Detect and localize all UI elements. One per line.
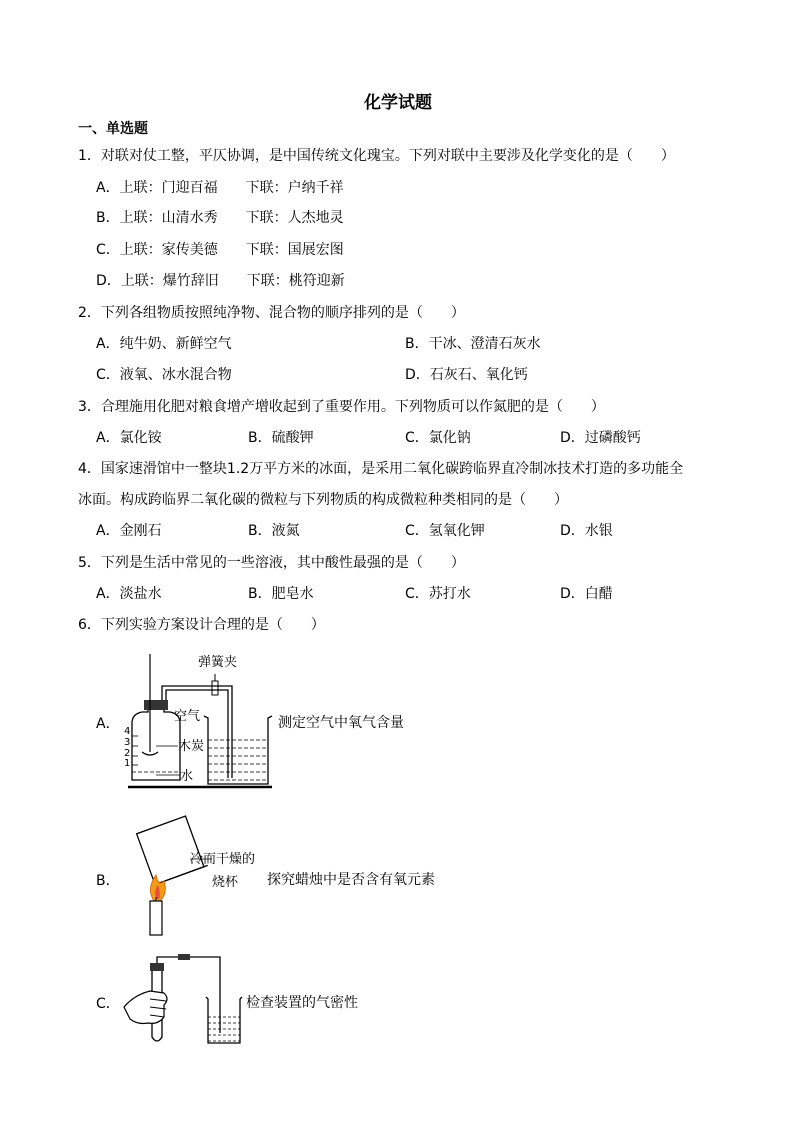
section-heading: 一、单选题: [78, 121, 148, 137]
question-3-option-c: C．氯化钠: [405, 430, 471, 446]
scale-4-label: 4: [124, 726, 131, 737]
question-4-option-a: A．金刚石: [96, 523, 162, 539]
question-6-option-b-letter: B．: [96, 873, 120, 889]
beaker-label-line1: 冷而干燥的: [190, 852, 256, 867]
question-4-option-d: D．水银: [560, 523, 613, 539]
question-5-option-a: A．淡盐水: [96, 586, 162, 602]
page-title: 化学试题: [364, 93, 432, 113]
scale-1-label: 1: [124, 758, 131, 769]
scale-2-label: 2: [124, 748, 131, 759]
question-6-option-c-letter: C．: [96, 996, 120, 1012]
water-label: 水: [180, 769, 194, 784]
question-6-stem: 6．下列实验方案设计合理的是（ ）: [78, 617, 325, 633]
question-4-option-b: B．液氮: [248, 523, 300, 539]
question-6-option-b-caption: 探究蜡烛中是否含有氧元素: [267, 872, 435, 888]
question-5-option-b: B．肥皂水: [248, 586, 314, 602]
question-2-option-a: A．纯牛奶、新鲜空气: [96, 336, 232, 352]
question-1-option-c: C．上联：家传美德 下联：国展宏图: [96, 242, 344, 258]
question-2-option-b: B．干冰、澄清石灰水: [405, 336, 541, 352]
question-3-stem: 3．合理施用化肥对粮食增产增收起到了重要作用。下列物质可以作氮肥的是（ ）: [78, 399, 605, 415]
scale-3-label: 3: [124, 737, 131, 748]
candle-beaker-diagram: [120, 815, 270, 940]
question-5-option-c: C．苏打水: [405, 586, 471, 602]
question-3-option-b: B．硫酸钾: [248, 430, 314, 446]
question-6-option-c-caption: 检查装置的气密性: [246, 995, 358, 1011]
beaker-label-line2: 烧杯: [212, 875, 239, 890]
question-3-option-a: A．氯化铵: [96, 430, 162, 446]
question-2-stem: 2．下列各组物质按照纯净物、混合物的顺序排列的是（ ）: [78, 305, 465, 321]
question-5-option-d: D．白醋: [560, 586, 613, 602]
question-2-option-d: D．石灰石、氧化钙: [405, 367, 528, 383]
question-1-option-a: A．上联：门迎百福 下联：户纳千祥: [96, 180, 344, 196]
question-2-option-c: C．液氧、冰水混合物: [96, 367, 232, 383]
question-6-option-a-caption: 测定空气中氧气含量: [278, 715, 404, 731]
question-1-option-d: D．上联：爆竹辞旧 下联：桃符迎新: [96, 273, 345, 289]
air-label: 空气: [174, 709, 201, 724]
airtightness-check-diagram: [120, 955, 250, 1050]
charcoal-label: 木炭: [178, 739, 205, 754]
question-4-option-c: C．氢氧化钾: [405, 523, 485, 539]
question-6-option-a-letter: A．: [96, 716, 120, 732]
question-1-stem: 1．对联对仗工整，平仄协调，是中国传统文化瑰宝。下列对联中主要涉及化学变化的是（ ）: [78, 148, 675, 164]
question-4-stem-line1: 4．国家速滑馆中一整块1.2万平方米的冰面，是采用二氧化碳跨临界直冷制冰技术打造的多功能全: [78, 461, 684, 477]
question-1-option-b: B．上联：山清水秀 下联：人杰地灵: [96, 210, 344, 226]
question-5-stem: 5．下列是生活中常见的一些溶液，其中酸性最强的是（ ）: [78, 555, 465, 571]
clamp-label: 弹簧夹: [198, 655, 238, 670]
oxygen-apparatus-diagram: [120, 648, 280, 793]
question-4-stem-line2: 冰面。构成跨临界二氧化碳的微粒与下列物质的构成微粒种类相同的是（ ）: [78, 492, 568, 508]
question-3-option-d: D．过磷酸钙: [560, 430, 641, 446]
